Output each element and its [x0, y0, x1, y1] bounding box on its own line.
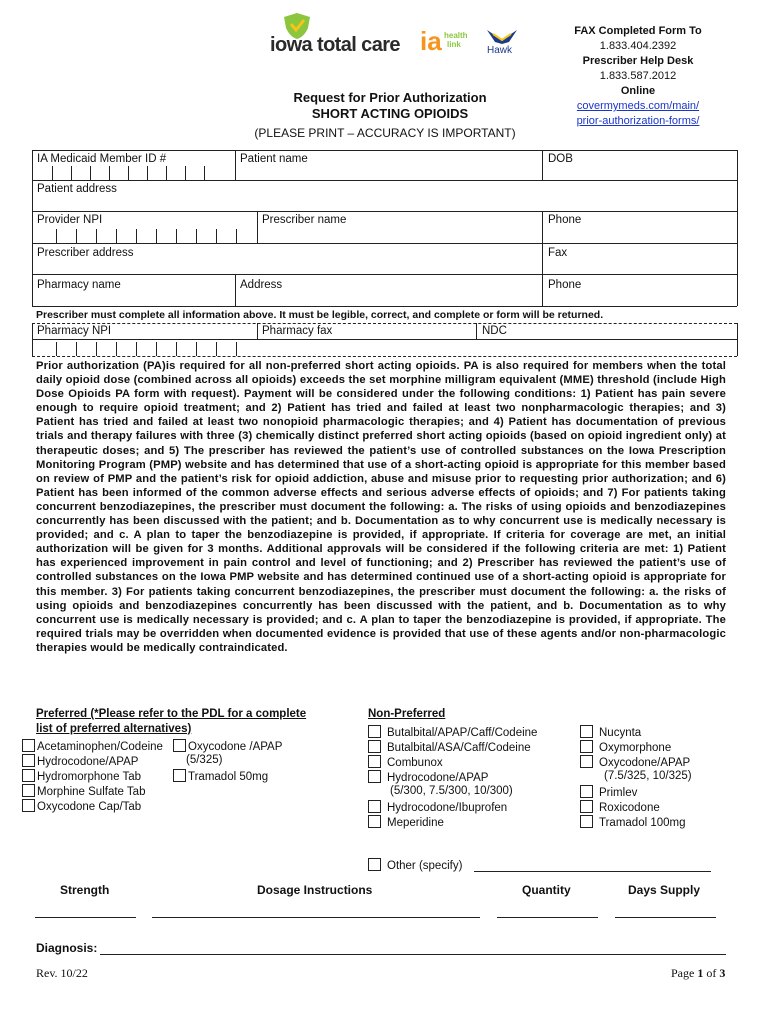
np-option-1[interactable]	[368, 740, 531, 754]
dosage-line[interactable]	[152, 917, 480, 918]
diagnosis-label: Diagnosis:	[36, 941, 98, 955]
patient-address-field[interactable]: Patient address	[37, 183, 117, 195]
pharmacy-npi-field[interactable]: Pharmacy NPI	[37, 325, 112, 337]
checkbox[interactable]	[368, 740, 381, 753]
logo-health-text: health	[444, 31, 468, 40]
np-option-5[interactable]	[368, 815, 444, 829]
preferred-heading-1: Preferred (*Please refer to the PDL for a complete	[36, 708, 307, 720]
pharmacy-fax-field[interactable]: Pharmacy fax	[262, 325, 333, 337]
page-current: 1	[697, 966, 704, 980]
preferred-heading-2: list of preferred alternatives)	[36, 723, 192, 735]
np-option-other[interactable]	[368, 858, 462, 872]
pref-option-tramadol[interactable]	[173, 769, 268, 783]
pref-option-2[interactable]	[22, 769, 141, 783]
checkbox[interactable]	[22, 784, 35, 797]
provider-npi-field[interactable]: Provider NPI	[37, 214, 103, 226]
option-label: Roxicodone	[599, 802, 660, 814]
form-title	[240, 90, 540, 122]
pref-option-0[interactable]	[22, 739, 163, 753]
option-label: Hydrocodone/APAP	[37, 756, 139, 768]
np-option-2[interactable]	[368, 755, 443, 769]
diagnosis-line[interactable]	[100, 954, 726, 955]
member-id-field[interactable]: IA Medicaid Member ID #	[37, 153, 167, 165]
option-label: Hydrocodone/APAP	[387, 772, 489, 784]
checkbox[interactable]	[22, 769, 35, 782]
pref-oxy-apap-strength: (5/325)	[186, 754, 223, 766]
online-link-line1[interactable]: covermymeds.com/main/	[576, 100, 700, 112]
page-total: 3	[719, 966, 726, 980]
online-link-line2[interactable]: prior-authorization-forms/	[576, 115, 700, 127]
checkbox[interactable]	[368, 755, 381, 768]
strength-label: Strength	[60, 883, 110, 897]
checkbox[interactable]	[173, 739, 186, 752]
option-label: Primlev	[599, 787, 638, 799]
checkbox[interactable]	[368, 815, 381, 828]
np-option-4[interactable]	[368, 800, 507, 814]
help-desk-number: 1.833.587.2012	[599, 70, 677, 82]
title-line1: Request for Prior Authorization	[293, 90, 487, 105]
quantity-line[interactable]	[497, 917, 598, 918]
pharmacy-name-field[interactable]: Pharmacy name	[37, 279, 121, 291]
option-label: Hydromorphone Tab	[37, 771, 141, 783]
checkbox[interactable]	[368, 770, 381, 783]
checkbox[interactable]	[22, 799, 35, 812]
np-hydro-apap-strengths: (5/300, 7.5/300, 10/300)	[390, 785, 513, 797]
ia-health-link-logo	[420, 28, 480, 58]
np-option-7[interactable]	[580, 740, 671, 754]
page-prefix: Page	[671, 966, 695, 980]
option-label: Acetaminophen/Codeine	[37, 741, 163, 753]
option-label: Oxycodone /APAP	[188, 741, 283, 753]
revision: Rev. 10/22	[36, 966, 88, 980]
checkbox[interactable]	[368, 858, 381, 871]
option-label: Oxycodone Cap/Tab	[37, 801, 142, 813]
np-option-8[interactable]	[580, 755, 690, 769]
logo-text: iowa total care	[270, 34, 400, 56]
dob-field[interactable]: DOB	[548, 153, 573, 165]
contact-block	[558, 24, 718, 129]
iowa-total-care-logo	[270, 12, 410, 62]
fax-label: FAX Completed Form To	[574, 25, 702, 37]
completion-warning: Prescriber must complete all information above. It must be legible, correct, and complete or form will be returned.	[36, 309, 604, 321]
quantity-label: Quantity	[522, 883, 571, 897]
option-label: Tramadol 100mg	[599, 817, 686, 829]
address-field[interactable]: Address	[240, 279, 283, 291]
hawk-bird-icon	[485, 26, 519, 46]
np-option-0[interactable]	[368, 725, 537, 739]
help-desk-label: Prescriber Help Desk	[582, 55, 694, 67]
logo-ia-text: ia	[420, 26, 442, 56]
title-line2: SHORT ACTING OPIOIDS	[311, 106, 469, 121]
checkbox[interactable]	[368, 800, 381, 813]
dosage-label: Dosage Instructions	[257, 883, 373, 897]
np-option-9[interactable]	[580, 785, 637, 799]
checkbox[interactable]	[580, 755, 593, 768]
option-label: Butalbital/ASA/Caff/Codeine	[387, 742, 531, 754]
online-label: Online	[620, 85, 656, 97]
checkbox[interactable]	[580, 740, 593, 753]
print-instruction: (PLEASE PRINT – ACCURACY IS IMPORTANT)	[254, 126, 516, 140]
other-specify-line[interactable]	[474, 871, 711, 872]
checkbox[interactable]	[580, 815, 593, 828]
page-of: of	[706, 966, 717, 980]
patient-name-field[interactable]: Patient name	[240, 153, 308, 165]
ndc-field[interactable]: NDC	[482, 325, 507, 337]
criteria-paragraph: Prior authorization (PA)is required for all non-preferred short acting opioids. PA is also required for members when the total daily opioid dose (combined across all opioids) exceeds the set morphine milligram equivalent (MME) threshold (include High Dose Opioids PA form with request). Payment will be considered under the following conditions: 1) Patient has pain severe enough to require opioid treatment; and 2) Patient has tried and failed at least two nonpharmacologic therapies; and 3) Patient has tried and failed at least two nonopioid pharmacologic therapies; and 4) Patient has documentation of previous trials and therapy failures with three (3) chemically distinct preferred short acting opioids (based on opioid ingredient only) at therapeutic doses; and 5) The prescriber has reviewed the patient’s use of controlled substances on the Iowa Prescription Monitoring Program (PMP) website and has determined that use of a short-acting opioid is appropriate for this member based on review of PMP and the patient’s risk for opioid addiction, abuse and misuse prior to requesting prior authorization; and 6) Patient has been informed of the common adverse effects and serious adverse effects of opioids; and 7) For patients taking concurrent benzodiazepines, the prescriber must document the following: a. The risks of using opioids and benzodiazepines concurrently has been discussed with the patient; and b. Documentation as to why concurrent use is medically necessary is provided; and c. A plan to taper the benzodiazepine is provided, if appropriate. If criteria for coverage are met, an initial authorization will be given for 3 months. Additional approvals will be considered if the following criteria are met: 1) Patient has experienced improvement in pain control and level of functioning; and 2) Prescriber has reviewed the patient’s use of controlled substances on the Iowa PMP website and has determined continued use of a short-acting opioid is appropriate for this member. 3) For patients taking concurrent benzodiazepines, the prescriber must document the following: a. the risks of using opioids and benzodiazepines concurrently has been discussed with the patient, and b. Documentation as to why concurrent use is medically necessary is provided; and c. A plan to taper the benzodiazepine is provided, if appropriate. The required trials may be overridden when documented evidence is provided that use of these agents and/or non-pharmacologic therapies would be medically contraindicated.	[36, 360, 726, 654]
checkbox[interactable]	[580, 800, 593, 813]
hawk-logo	[485, 26, 525, 60]
option-label: Meperidine	[387, 817, 444, 829]
pref-option-4[interactable]	[22, 799, 141, 813]
option-label: Butalbital/APAP/Caff/Codeine	[387, 727, 538, 739]
np-option-6[interactable]	[580, 725, 641, 739]
phone-field-2[interactable]: Phone	[548, 279, 582, 291]
fax-field[interactable]: Fax	[548, 247, 568, 259]
checkbox[interactable]	[368, 725, 381, 738]
checkbox[interactable]	[173, 769, 186, 782]
option-label: Morphine Sulfate Tab	[37, 786, 146, 798]
option-label: Combunox	[387, 757, 443, 769]
strength-line[interactable]	[35, 917, 136, 918]
page-number	[671, 966, 725, 981]
logo-link-text: link	[447, 40, 461, 49]
checkbox[interactable]	[580, 785, 593, 798]
checkbox[interactable]	[22, 739, 35, 752]
prescriber-address-field[interactable]: Prescriber address	[37, 247, 134, 259]
checkbox[interactable]	[22, 754, 35, 767]
np-option-10[interactable]	[580, 800, 660, 814]
phone-field-1[interactable]: Phone	[548, 214, 582, 226]
option-label: Tramadol 50mg	[188, 771, 269, 783]
option-label: Other (specify)	[387, 860, 463, 872]
prescriber-name-field[interactable]: Prescriber name	[262, 214, 347, 226]
option-label: Oxycodone/APAP	[599, 757, 691, 769]
np-option-3[interactable]	[368, 770, 488, 784]
fax-number: 1.833.404.2392	[599, 40, 677, 52]
option-label: Oxymorphone	[599, 742, 672, 754]
non-preferred-heading: Non-Preferred	[368, 708, 446, 720]
option-label: Nucynta	[599, 727, 642, 739]
pref-option-oxy-apap[interactable]	[173, 739, 282, 753]
checkbox[interactable]	[580, 725, 593, 738]
pref-option-3[interactable]	[22, 784, 145, 798]
np-option-11[interactable]	[580, 815, 686, 829]
days-supply-line[interactable]	[615, 917, 716, 918]
days-supply-label: Days Supply	[628, 883, 701, 897]
option-label: Hydrocodone/Ibuprofen	[387, 802, 508, 814]
np-oxy-apap-strengths: (7.5/325, 10/325)	[604, 770, 692, 782]
logo-hawk-text: Hawk	[487, 45, 513, 56]
pref-option-1[interactable]	[22, 754, 138, 768]
